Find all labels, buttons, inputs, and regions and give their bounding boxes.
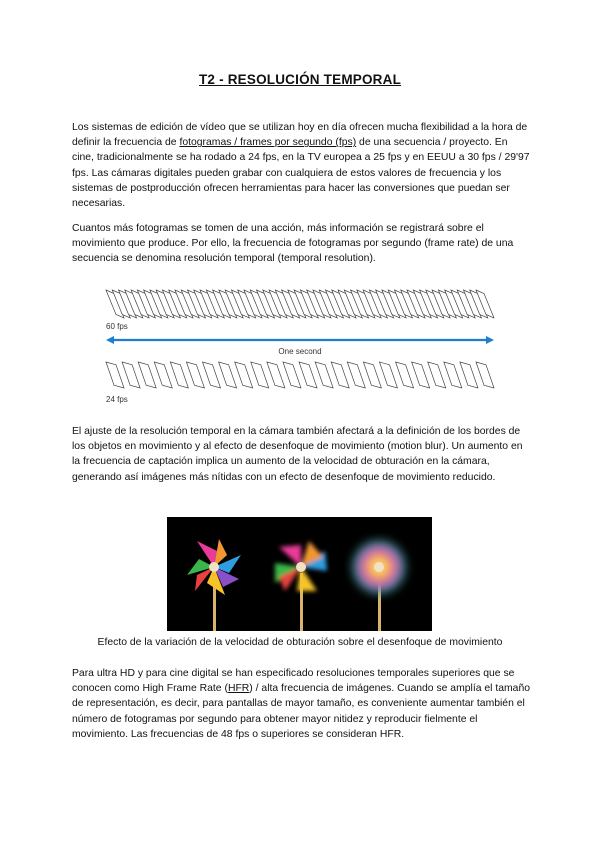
paragraph-intro-text-a: Los sistemas de edición de vídeo que se utilizan hoy en día ofrecen mucha flexibilidad a la hora de definir la frecuencia de xyxy=(72,122,528,149)
frame-24fps xyxy=(203,362,221,388)
paragraph-intro xyxy=(72,120,530,211)
frame-24fps xyxy=(186,362,204,388)
paragraph-motion-blur: El ajuste de la resolución temporal en la cámara también afectará a la definición de los bordes de los objetos en movimiento y al efecto de desenfoque de movimiento (motion blur). Un aumento en la frecuencia de captación implica un aumento de la velocidad de obturación en la cámara, generando así imágenes más nítidas con un efecto de desenfoque de movimiento reducido. xyxy=(72,426,523,483)
page-title: T2 - RESOLUCIÓN TEMPORAL xyxy=(198,72,402,87)
frame-24fps xyxy=(428,362,446,388)
frame-24fps xyxy=(315,362,333,388)
frame-24fps xyxy=(170,362,188,388)
paragraph-temporal-resolution: Cuantos más fotogramas se tomen de una acción, más información se registrará sobre el movimiento que produce. Por ello, la frecuencia de fotogramas por segundo (frame rate) de una secuencia se denomina resolución temporal (temporal resolution). xyxy=(72,223,514,265)
frames-24fps-group xyxy=(106,362,494,388)
arrow-left-head xyxy=(106,336,114,344)
frame-24fps xyxy=(106,362,124,388)
hfr-underlined-term: HFR xyxy=(227,683,250,695)
frame-24fps xyxy=(219,362,237,388)
label-60fps: 60 fps xyxy=(106,322,128,331)
frame-24fps xyxy=(138,362,156,388)
frame-24fps xyxy=(154,362,172,388)
label-24fps: 24 fps xyxy=(106,395,128,404)
frame-24fps xyxy=(396,362,414,388)
image-caption: Efecto de la variación de la velocidad de obturación sobre el desenfoque de movimiento xyxy=(97,637,503,648)
frame-24fps xyxy=(412,362,430,388)
paragraph-intro-text-b: de una secuencia / proyecto. En cine, tradicionalmente se ha rodado a 24 fps, en la TV europea a 25 fps y en EEUU a 30 fps / 29'97 fps. Las cámaras digitales pueden grabar con cualquiera de estos valores de frecuencia y los sistemas de postproducción ofrecen herramientas para hacer las conversiones que puedan ser necesarias. xyxy=(72,137,530,210)
frame-24fps xyxy=(347,362,365,388)
fps-underlined-term: fotogramas / frames por segundo (fps) xyxy=(179,137,357,149)
paragraph-hfr-text-a: Para ultra HD y para cine digital se han especificado resoluciones temporales superiores que se conocen como High Frame Rate ( xyxy=(72,668,515,695)
frame-24fps xyxy=(299,362,317,388)
paragraph-hfr xyxy=(72,666,530,742)
frame-24fps xyxy=(331,362,349,388)
frame-24fps xyxy=(251,362,269,388)
pinwheel-photo xyxy=(167,517,432,631)
frame-24fps xyxy=(283,362,301,388)
paragraph-hfr-text-b: ) / alta frecuencia de imágenes. Cuando se amplía el tamaño de representación, es decir, para pantallas de mayor tamaño, es conveniente aumentar también el número de fotogramas por segundo para obtener mayor nitidez y reproducir fielmente el movimiento. Las frecuencias de 48 fps o superiores se consideran HFR. xyxy=(72,683,531,740)
frame-24fps xyxy=(363,362,381,388)
frame-24fps xyxy=(460,362,478,388)
frame-24fps xyxy=(476,362,494,388)
frame-rate-diagram xyxy=(100,284,500,410)
frame-24fps xyxy=(379,362,397,388)
one-second-label: One second xyxy=(278,347,322,356)
frames-60fps-group xyxy=(106,290,494,318)
frame-24fps xyxy=(122,362,140,388)
frame-24fps xyxy=(235,362,253,388)
frame-24fps xyxy=(444,362,462,388)
arrow-right-head xyxy=(486,336,494,344)
frame-24fps xyxy=(267,362,285,388)
